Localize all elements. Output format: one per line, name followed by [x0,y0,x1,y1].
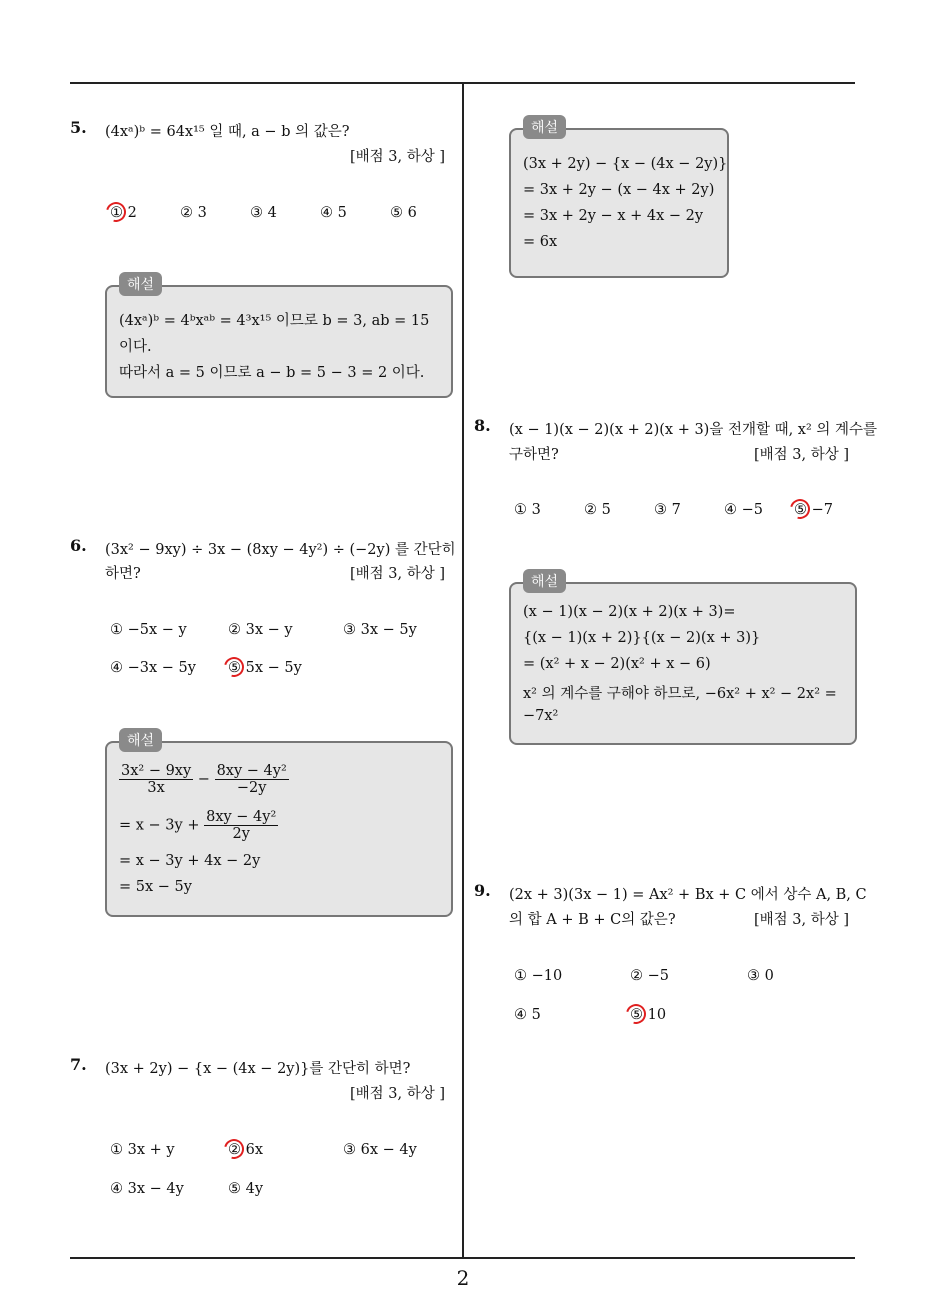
q6-number: 6. [70,536,87,555]
q9-question-cont: 의 합 A + B + C의 값은? [509,912,676,928]
q8-choice-5[interactable]: ⑤ −7 [794,502,833,518]
q6-frac-1: $\frac{\text{3x² − 9xy}}{3x}$ [121,763,192,796]
q8-choice-3[interactable]: ③ 7 [654,502,681,518]
bottom-rule [70,1257,855,1259]
q7-question: (3x + 2y) − {x − (4x − 2y)}를 간단히 하면? [105,1061,411,1077]
q8-choice-2[interactable]: ② 5 [584,502,611,518]
q6-question: (3x² − 9xy) ÷ 3x − (8xy − 4y²) ÷ (−2y) 를 간단히 [105,542,456,558]
q9-number: 9. [474,881,491,900]
q9-answer-mark [622,1000,649,1027]
q5-choice-1[interactable]: ① 2 [110,205,137,221]
q8-solution-line-5: −7x² [523,708,559,724]
q8-solution-line-2: {(x − 1)(x + 2)}{(x − 2)(x + 3)} [523,630,761,646]
q6-solution-line-1: $\frac{\text{3x² − 9xy}}{3x}$ − $\frac{\text{8xy − 4y²}}{-2y}$ [121,763,287,796]
q8-question-cont: 구하면? [509,447,559,463]
q8-choice-1[interactable]: ① 3 [514,502,541,518]
q8-solution-label: 해설 [523,569,566,593]
q8-solution-line-4: x² 의 계수를 구해야 하므로, −6x² + x² − 2x² = [523,686,837,702]
q6-frac-2: $\frac{\text{8xy − 4y²}}{-2y}$ [216,763,287,796]
q6-score: [배점 3, 하상 ] [350,566,446,582]
q6-solution-label: 해설 [119,728,162,752]
q5-solution-line-1: (4xᵃ)ᵇ = 4ᵇxᵃᵇ = 4³x¹⁵ 이므로 b = 3, ab = 15 [119,313,430,329]
q5-choice-5[interactable]: ⑤ 6 [390,205,417,221]
column-divider [462,83,464,1258]
q5-answer-mark [102,198,129,225]
q8-number: 8. [474,416,491,435]
q9-choice-2[interactable]: ② −5 [630,968,669,984]
page-number: 2 [456,1266,470,1290]
q6-frac-3: $\frac{\text{8xy − 4y²}}{2y}$ [206,809,277,842]
q8-score: [배점 3, 하상 ] [754,447,850,463]
q7-number: 7. [70,1055,87,1074]
q9-question: (2x + 3)(3x − 1) = Ax² + Bx + C 에서 상수 A, B, C [509,887,867,903]
q7-answer-mark [220,1135,247,1162]
q7-score: [배점 3, 하상 ] [350,1086,446,1102]
q7-solution-line-2: = 3x + 2y − (x − 4x + 2y) [523,182,715,198]
q7-choice-3[interactable]: ③ 6x − 4y [343,1142,417,1158]
q6-answer-mark [220,653,247,680]
q8-answer-mark [786,495,813,522]
q6-question-cont: 하면? [105,566,141,582]
q5-number: 5. [70,118,87,137]
q8-choice-4[interactable]: ④ −5 [724,502,763,518]
q9-choice-5[interactable]: ⑤ 10 [630,1007,667,1023]
q5-solution-box [105,277,453,398]
q6-solution-line-4: = 5x − 5y [119,879,192,895]
q6-solution-line-2: = x − 3y + $\frac{\text{8xy − 4y²}}{2y}$ [119,809,277,842]
q5-score: [배점 3, 하상 ] [350,149,446,165]
q8-solution-box [509,574,857,745]
q5-choice-2[interactable]: ② 3 [180,205,207,221]
q6-choice-3[interactable]: ③ 3x − 5y [343,622,417,638]
q9-score: [배점 3, 하상 ] [754,912,850,928]
q7-solution-line-3: = 3x + 2y − x + 4x − 2y [523,208,704,224]
q5-solution-line-3: 따라서 a = 5 이므로 a − b = 5 − 3 = 2 이다. [119,365,425,381]
q7-choice-4[interactable]: ④ 3x − 4y [110,1181,184,1197]
q7-choice-2[interactable]: ② 6x [228,1142,264,1158]
q9-choice-1[interactable]: ① −10 [514,968,563,984]
q7-solution-box [509,120,729,278]
q6-choice-5[interactable]: ⑤ 5x − 5y [228,660,302,676]
q8-solution-line-1: (x − 1)(x − 2)(x + 2)(x + 3)= [523,604,736,620]
q7-solution-line-1: (3x + 2y) − {x − (4x − 2y)} [523,156,728,172]
q9-choice-4[interactable]: ④ 5 [514,1007,541,1023]
q9-choice-3[interactable]: ③ 0 [747,968,774,984]
q6-choice-2[interactable]: ② 3x − y [228,622,293,638]
q7-choice-1[interactable]: ① 3x + y [110,1142,175,1158]
q6-solution-line-3: = x − 3y + 4x − 2y [119,853,261,869]
q5-choice-3[interactable]: ③ 4 [250,205,277,221]
q5-question: (4xᵃ)ᵇ = 64x¹⁵ 일 때, a − b 의 값은? [105,124,350,140]
q6-choice-4[interactable]: ④ −3x − 5y [110,660,196,676]
q8-question: (x − 1)(x − 2)(x + 2)(x + 3)을 전개할 때, x² 의 계수를 [509,422,878,438]
q5-choice-4[interactable]: ④ 5 [320,205,347,221]
q6-choice-1[interactable]: ① −5x − y [110,622,187,638]
q8-solution-line-3: = (x² + x − 2)(x² + x − 6) [523,656,711,672]
q5-solution-line-2: 이다. [119,339,152,355]
q7-choice-5[interactable]: ⑤ 4y [228,1181,264,1197]
q7-solution-line-4: = 6x [523,234,558,250]
q7-solution-label: 해설 [523,115,566,139]
q6-solution-box [105,733,453,917]
q5-solution-label: 해설 [119,272,162,296]
